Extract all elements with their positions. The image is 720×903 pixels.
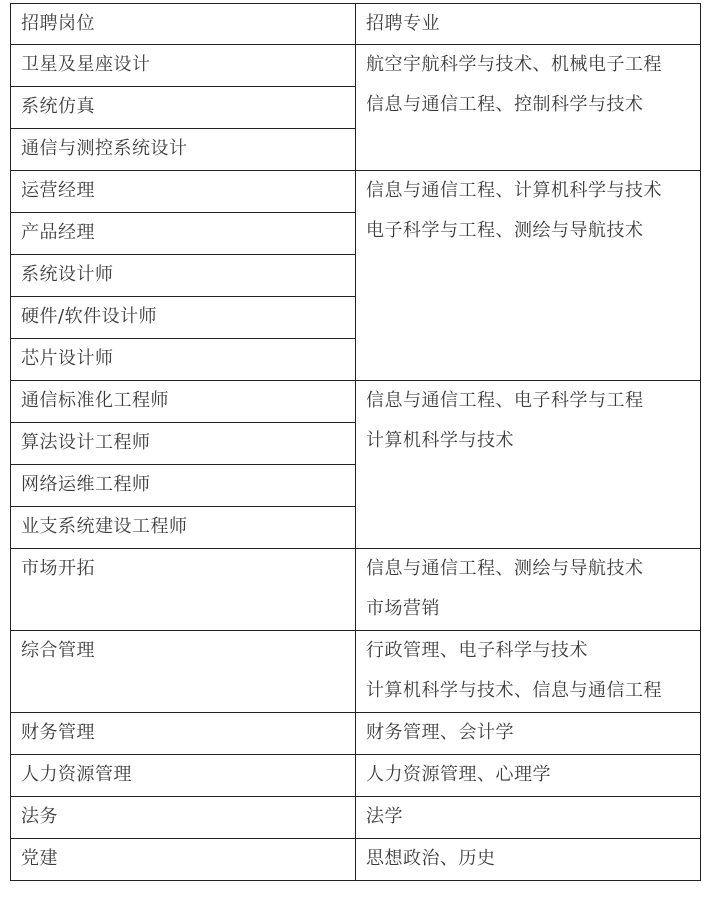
position-cell: 系统仿真 xyxy=(11,87,356,129)
position-cell: 网络运维工程师 xyxy=(11,465,356,507)
table-row xyxy=(11,381,701,423)
major-cell xyxy=(356,381,701,549)
table-row xyxy=(11,755,701,797)
major-cell: 法学 xyxy=(356,797,701,839)
major-cell: 人力资源管理、心理学 xyxy=(356,755,701,797)
major-cell xyxy=(356,631,701,713)
major-line: 信息与通信工程、控制科学与技术 xyxy=(366,94,644,115)
position-cell: 系统设计师 xyxy=(11,255,356,297)
position-cell: 人力资源管理 xyxy=(11,755,356,797)
major-line: 市场营销 xyxy=(366,598,440,619)
table-row xyxy=(11,549,701,631)
header-position: 招聘岗位 xyxy=(11,4,356,45)
position-cell: 财务管理 xyxy=(11,713,356,755)
table-header-row xyxy=(11,4,701,45)
major-cell xyxy=(356,45,701,171)
major-line: 信息与通信工程、电子科学与工程 xyxy=(366,390,644,411)
major-cell: 思想政治、历史 xyxy=(356,839,701,881)
position-cell: 硬件/软件设计师 xyxy=(11,297,356,339)
position-cell: 产品经理 xyxy=(11,213,356,255)
position-cell: 算法设计工程师 xyxy=(11,423,356,465)
recruitment-table xyxy=(10,3,701,881)
position-cell: 业支系统建设工程师 xyxy=(11,507,356,549)
position-cell: 芯片设计师 xyxy=(11,339,356,381)
table-row xyxy=(11,713,701,755)
table-row xyxy=(11,171,701,213)
major-line: 航空宇航科学与技术、机械电子工程 xyxy=(366,54,662,75)
major-line: 信息与通信工程、测绘与导航技术 xyxy=(366,558,644,579)
major-line: 信息与通信工程、计算机科学与技术 xyxy=(366,180,662,201)
major-cell: 财务管理、会计学 xyxy=(356,713,701,755)
table-row xyxy=(11,45,701,87)
position-cell: 通信与测控系统设计 xyxy=(11,129,356,171)
position-cell: 通信标准化工程师 xyxy=(11,381,356,423)
position-cell: 综合管理 xyxy=(11,631,356,713)
table-row xyxy=(11,797,701,839)
major-cell xyxy=(356,549,701,631)
position-cell: 法务 xyxy=(11,797,356,839)
recruitment-table-container xyxy=(10,3,700,881)
header-major: 招聘专业 xyxy=(356,4,701,45)
position-cell: 运营经理 xyxy=(11,171,356,213)
major-line: 计算机科学与技术、信息与通信工程 xyxy=(366,680,662,701)
position-cell: 党建 xyxy=(11,839,356,881)
major-line: 电子科学与工程、测绘与导航技术 xyxy=(366,220,644,241)
major-line: 行政管理、电子科学与技术 xyxy=(366,640,588,661)
position-cell: 卫星及星座设计 xyxy=(11,45,356,87)
major-line: 计算机科学与技术 xyxy=(366,430,514,451)
table-row xyxy=(11,631,701,713)
position-cell: 市场开拓 xyxy=(11,549,356,631)
major-cell xyxy=(356,171,701,381)
table-row xyxy=(11,839,701,881)
